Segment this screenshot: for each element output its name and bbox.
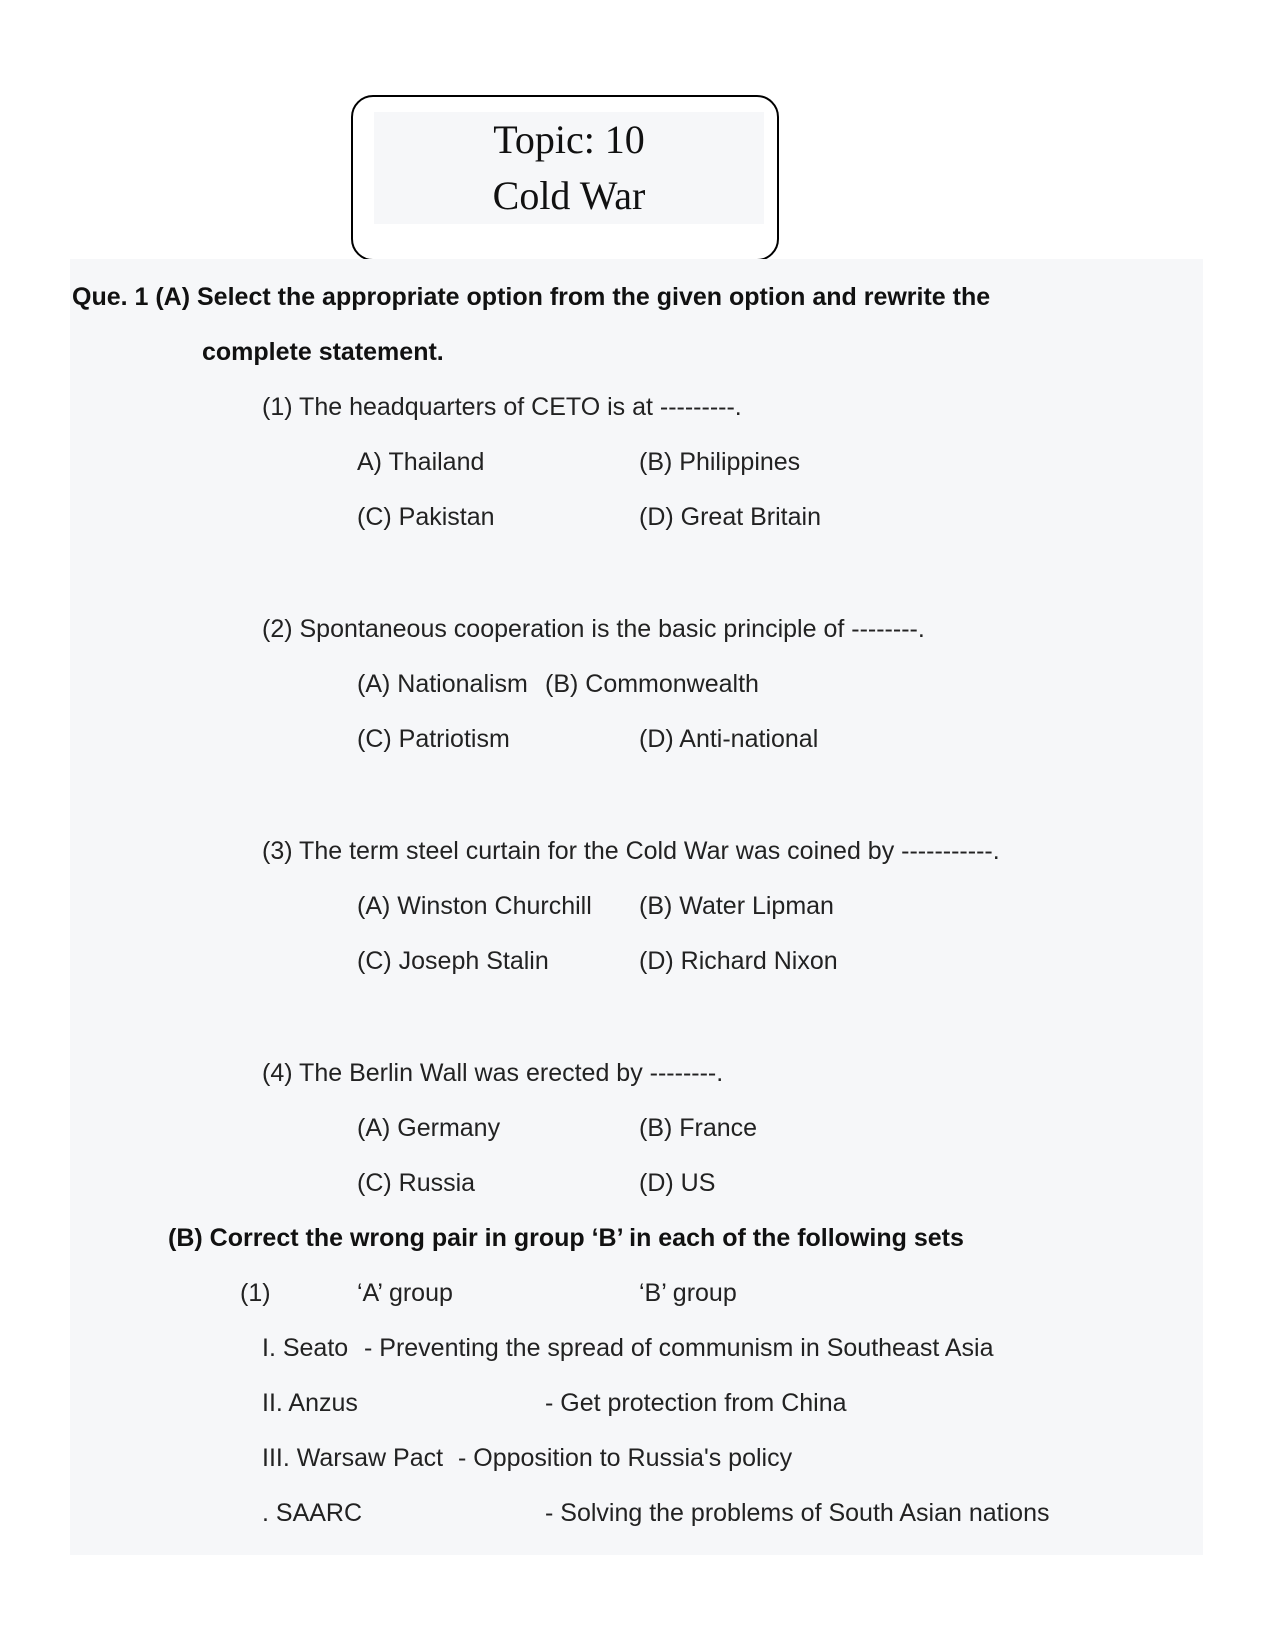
set1-number: (1) xyxy=(240,1279,271,1307)
q1-option-a: A) Thailand xyxy=(357,448,485,476)
pair-1-b: - Preventing the spread of communism in Southeast Asia xyxy=(364,1334,994,1362)
q1a-heading: Que. 1 (A) Select the appropriate option from the given option and rewrite the xyxy=(72,283,991,311)
q4-option-c: (C) Russia xyxy=(357,1169,476,1197)
topic-number: Topic: 10 xyxy=(493,117,645,162)
q3-option-a: (A) Winston Churchill xyxy=(357,892,592,920)
pair-4-b: - Solving the problems of South Asian nations xyxy=(545,1499,1050,1527)
pair-3-a: III. Warsaw Pact xyxy=(262,1444,444,1472)
q4-option-b: (B) France xyxy=(639,1114,758,1142)
pair-4-a: . SAARC xyxy=(262,1499,363,1527)
q1-option-b: (B) Philippines xyxy=(639,448,801,476)
topic-title xyxy=(374,112,764,224)
q4-option-d: (D) US xyxy=(639,1169,716,1197)
q1-option-d: (D) Great Britain xyxy=(639,503,821,531)
pair-1-a: I. Seato xyxy=(262,1334,349,1362)
group-a-header: ‘A’ group xyxy=(357,1279,453,1307)
q1a-heading-cont: complete statement. xyxy=(202,338,444,366)
question-2: (2) Spontaneous cooperation is the basic principle of --------. xyxy=(262,615,925,643)
q1-option-c: (C) Pakistan xyxy=(357,503,495,531)
q2-option-a: (A) Nationalism xyxy=(357,670,528,698)
pair-2-b: - Get protection from China xyxy=(545,1389,847,1417)
q2-option-b: (B) Commonwealth xyxy=(545,670,759,698)
pair-3-b: - Opposition to Russia's policy xyxy=(458,1444,793,1472)
question-4: (4) The Berlin Wall was erected by --------. xyxy=(262,1059,724,1087)
topic-title-box xyxy=(351,95,779,261)
q3-option-b: (B) Water Lipman xyxy=(639,892,834,920)
group-b-header: ‘B’ group xyxy=(639,1279,737,1307)
q3-option-d: (D) Richard Nixon xyxy=(639,947,838,975)
q1b-heading: (B) Correct the wrong pair in group ‘B’ in each of the following sets xyxy=(168,1224,964,1252)
topic-name: Cold War xyxy=(492,173,646,218)
q2-option-d: (D) Anti-national xyxy=(639,725,819,753)
question-1: (1) The headquarters of CETO is at ---------. xyxy=(262,393,742,421)
question-3: (3) The term steel curtain for the Cold War was coined by -----------. xyxy=(262,837,1000,865)
pair-2-a: II. Anzus xyxy=(262,1389,358,1417)
q3-option-c: (C) Joseph Stalin xyxy=(357,947,549,975)
q4-option-a: (A) Germany xyxy=(357,1114,501,1142)
q2-option-c: (C) Patriotism xyxy=(357,725,510,753)
